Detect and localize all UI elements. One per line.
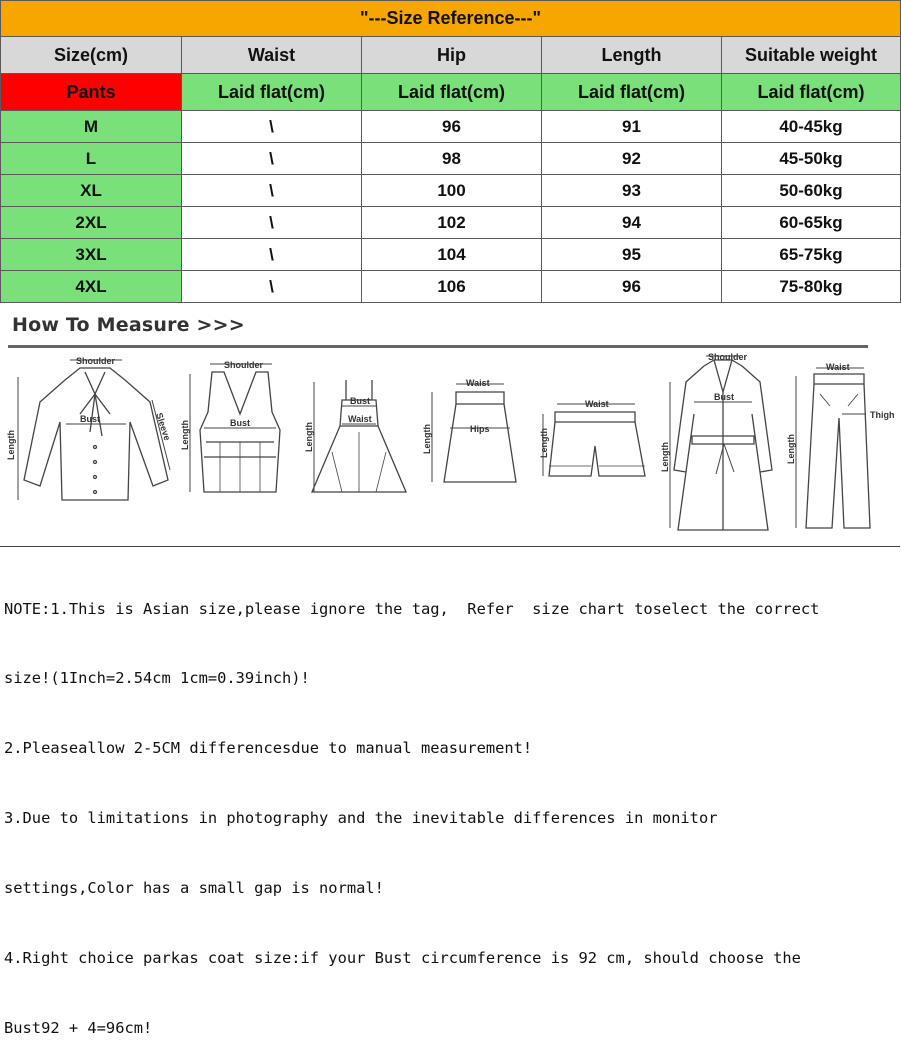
length-label: Length [660,442,670,472]
header-size: Size(cm) [1,37,182,74]
note-line: NOTE:1.This is Asian size,please ignore the tag, Refer size chart toselect the correct [4,599,820,618]
tank-top-sketch [180,352,300,512]
hip-cell: 106 [362,271,542,303]
waist-cell: \ [182,271,362,303]
bust-label: Bust [230,418,250,428]
table-row [1,175,901,207]
weight-cell: 40-45kg [722,111,901,143]
note-line: Bust92 + 4=96cm! [4,1018,153,1037]
notes-block [4,551,896,1064]
waist-cell: \ [182,239,362,271]
header-weight: Suitable weight [722,37,901,74]
coat-sketch [660,352,782,534]
waist-label: Waist [348,414,372,424]
table-title: "---Size Reference---" [1,1,901,37]
size-cell: 4XL [1,271,182,303]
weight-cell: 75-80kg [722,271,901,303]
length-label: Length [6,430,16,460]
header-length: Length [542,37,722,74]
weight-cell: 60-65kg [722,207,901,239]
length-label: Length [304,422,314,452]
hip-cell: 104 [362,239,542,271]
length-label: Length [422,424,432,454]
notes-divider [0,546,900,547]
sleeve-label: Sleeve [154,411,173,442]
note-line: size!(1Inch=2.54cm 1cm=0.39inch)! [4,669,310,688]
weight-cell: 45-50kg [722,143,901,175]
waist-label: Waist [585,399,609,409]
hip-cell: 100 [362,175,542,207]
weight-cell: 50-60kg [722,175,901,207]
note-line: settings,Color has a small gap is normal! [4,879,384,898]
waist-cell: \ [182,143,362,175]
hip-cell: 96 [362,111,542,143]
shoulder-label: Shoulder [224,360,264,370]
length-label: Length [786,434,796,464]
shorts-sketch [535,352,665,512]
blouse-sketch [6,352,175,512]
pants-sketch [786,352,898,534]
length-cell: 93 [542,175,722,207]
table-row [1,143,901,175]
subheader-pants: Pants [1,74,182,111]
length-cell: 94 [542,207,722,239]
waist-cell: \ [182,207,362,239]
thigh-label: Thigh [870,410,895,420]
length-label: Length [539,428,549,458]
length-cell: 91 [542,111,722,143]
size-cell: M [1,111,182,143]
waist-label: Waist [826,362,850,372]
weight-cell: 65-75kg [722,239,901,271]
subheader-cell: Laid flat(cm) [722,74,901,111]
table-subheader-row [1,74,901,111]
length-cell: 96 [542,271,722,303]
header-waist: Waist [182,37,362,74]
table-row [1,239,901,271]
skirt-sketch [420,352,530,512]
waist-cell: \ [182,175,362,207]
subheader-cell: Laid flat(cm) [182,74,362,111]
size-reference-table [0,0,901,303]
hips-label: Hips [470,424,490,434]
header-hip: Hip [362,37,542,74]
size-cell: XL [1,175,182,207]
bust-label: Bust [80,414,100,424]
note-line: 3.Due to limitations in photography and the inevitable differences in monitor [4,809,718,828]
bust-label: Bust [714,392,734,402]
waist-cell: \ [182,111,362,143]
note-line: 4.Right choice parkas coat size:if your Bust circumference is 92 cm, should choose the [4,949,801,968]
table-row [1,207,901,239]
how-to-measure-title: How To Measure >>> [12,314,245,336]
note-line: 2.Pleaseallow 2-5CM differencesdue to manual measurement! [4,739,533,758]
size-cell: 3XL [1,239,182,271]
length-cell: 95 [542,239,722,271]
length-label: Length [180,420,190,450]
shoulder-label: Shoulder [708,352,748,362]
table-header-row [1,37,901,74]
size-cell: 2XL [1,207,182,239]
hip-cell: 98 [362,143,542,175]
bust-label: Bust [350,396,370,406]
size-cell: L [1,143,182,175]
shoulder-label: Shoulder [76,356,116,366]
divider [8,345,868,348]
table-row [1,271,901,303]
hip-cell: 102 [362,207,542,239]
subheader-cell: Laid flat(cm) [542,74,722,111]
dress-sketch [302,352,414,512]
length-cell: 92 [542,143,722,175]
waist-label: Waist [466,378,490,388]
table-row [1,111,901,143]
subheader-cell: Laid flat(cm) [362,74,542,111]
